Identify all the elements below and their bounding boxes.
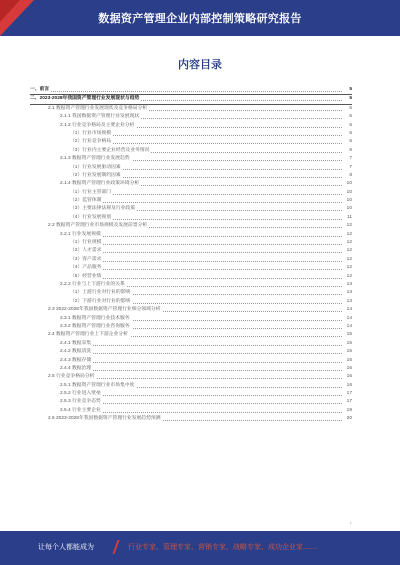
toc-entry-text: 2.5.2 行业进入壁垒 [60,390,103,398]
toc-entry[interactable] [30,122,352,130]
toc-entry[interactable] [30,147,352,155]
toc-leader-dots [64,362,342,363]
toc-entry[interactable] [30,180,352,188]
footer-divider [112,540,119,554]
toc-entry-text: （5）经营业绩 [70,273,103,281]
toc-entry[interactable] [30,357,352,365]
toc-leader-dots [74,244,342,245]
toc-entry[interactable] [30,365,352,373]
toc-entry-text: 2.1.2 行业竞争格局及主要企业分析 [60,122,136,130]
toc-entry-page: 12 [346,264,352,272]
toc-leader-dots [74,278,342,279]
toc-leader-dots [64,412,342,413]
toc-entry-text: （3）主要法律法规及行业政策 [70,205,137,213]
toc-entry-page: 5 [348,105,352,113]
toc-entry[interactable] [30,382,352,390]
toc-entry-text: 二、2023-2028年我国资产管理行业发展现状与趋势 [30,95,141,103]
toc-entry[interactable] [30,373,352,381]
toc-entry-page: 10 [346,180,352,188]
toc-entry[interactable] [30,189,352,197]
toc-entry-page: 5 [348,113,352,121]
toc-entry[interactable] [30,256,352,264]
toc-entry-text: 2.6 2023-2028年我国数据资产管理行业发展趋势预测 [48,415,163,423]
toc-entry-text: 2.4.1 数据采集 [60,340,93,348]
toc-entry-page: 12 [346,273,352,281]
toc-entry-page: 13 [346,298,352,306]
toc-entry-page: 14 [346,315,352,323]
toc-entry-page: 13 [346,289,352,297]
toc-entry[interactable] [30,415,352,423]
toc-entry-page: 8 [348,172,352,180]
table-of-contents [30,86,352,424]
toc-entry[interactable] [30,239,352,247]
toc-entry-text: 2.5 行业竞争格局分析 [48,373,96,381]
toc-leader-dots [74,219,342,220]
toc-leader-dots [64,236,342,237]
toc-entry-page: 6 [348,122,352,130]
toc-entry-text: 2.3 2022-2028年我国数据资产管理行业细分领域分析 [48,306,163,314]
toc-entry-text: （3）客户需求 [70,256,103,264]
toc-entry-text: （2）行业发展制约因素 [70,172,123,180]
toc-entry[interactable] [30,390,352,398]
toc-entry-text: （1）行业市场规模 [70,130,113,138]
toc-leader-dots [34,91,342,92]
footer-roles: 行业专家、管理专家、营销专家、战略专家、成功企业家…… [128,543,317,551]
toc-entry[interactable] [30,86,352,95]
toc-entry-text: （1）行业主管部门 [70,189,113,197]
toc-entry-page: 12 [346,222,352,230]
toc-entry[interactable] [30,315,352,323]
toc-entry[interactable] [30,95,352,104]
toc-entry[interactable] [30,331,352,339]
toc-entry-text: （4）产品服务 [70,264,103,272]
toc-entry-page: 7 [348,155,352,163]
toc-entry-page: 12 [346,247,352,255]
footer-slogan: 让每个人都能成为 [38,543,94,551]
toc-entry-page: 13 [346,281,352,289]
toc-entry[interactable] [30,130,352,138]
toc-entry[interactable] [30,247,352,255]
toc-entry[interactable] [30,340,352,348]
toc-entry-page: 10 [346,189,352,197]
toc-entry-page: 17 [346,390,352,398]
toc-entry-text: 2.2.2 行业与上下游行业的关系 [60,281,127,289]
toc-entry[interactable] [30,264,352,272]
toc-entry[interactable] [30,231,352,239]
toc-entry-page: 12 [346,239,352,247]
toc-entry-text: 2.5.1 数据资产管理行业市场集中度 [60,382,136,390]
report-title: 数据资产管理企业内部控制策略研究报告 [98,12,302,25]
toc-entry-text: 2.4.3 数据存储 [60,357,93,365]
toc-leader-dots [74,194,342,195]
toc-entry-page: 20 [346,415,352,423]
toc-entry-page: 10 [346,205,352,213]
toc-entry-page: 16 [346,365,352,373]
toc-entry-text: 2.1.4 数据资产管理行业政策环境分析 [60,180,141,188]
toc-entry-text: （1）上游行业对行业的影响 [70,289,132,297]
toc-leader-dots [64,395,342,396]
toc-leader-dots [74,252,342,253]
toc-leader-dots [74,202,342,203]
toc-entry[interactable] [30,407,352,415]
toc-entry-page: 11 [346,214,352,222]
toc-entry-page: 14 [346,323,352,331]
toc-entry-text: 2.5.4 行业主要企业 [60,407,103,415]
toc-entry-page: 19 [346,407,352,415]
toc-leader-dots [64,370,342,371]
toc-entry-text: 2.1.1 我国数据资产管理行业发展现状 [60,113,141,121]
toc-entry[interactable] [30,348,352,356]
toc-entry-page: 7 [348,164,352,172]
toc-leader-dots [64,403,342,404]
toc-entry[interactable] [30,289,352,297]
toc-entry[interactable] [30,323,352,331]
toc-entry-text: （2）下游行业对行业的影响 [70,298,132,306]
toc-entry-text: 2.2.1 行业发展规模 [60,231,103,239]
toc-entry[interactable] [30,398,352,406]
toc-entry-page: 15 [346,331,352,339]
toc-entry[interactable] [30,214,352,222]
toc-entry-page: 16 [346,357,352,365]
toc-entry[interactable] [30,164,352,172]
toc-entry-page: 16 [346,382,352,390]
report-header [0,0,400,36]
toc-entry-page: 5 [348,95,352,103]
toc-entry-text: （2）监管体制 [70,197,103,205]
toc-entry[interactable] [30,205,352,213]
toc-entry-page: 6 [348,147,352,155]
toc-entry-page: 6 [348,130,352,138]
toc-entry-text: 2.4.4 数据治理 [60,365,93,373]
toc-entry-page: 10 [346,197,352,205]
toc-entry[interactable] [30,222,352,230]
toc-entry[interactable] [30,113,352,121]
toc-entry[interactable] [30,306,352,314]
toc-entry-text: 2.4 数据资产管理行业上下游企业分析 [48,331,130,339]
toc-entry-text: （2）人才需求 [70,247,103,255]
toc-entry-page: 6 [348,138,352,146]
toc-heading: 内容目录 [178,58,222,71]
footer-banner [0,531,400,565]
toc-entry[interactable] [30,105,352,113]
toc-entry-text: （4）行业发展规划 [70,214,113,222]
toc-entry-text: （3）行业内主要企业经营及业务情况 [70,147,151,155]
toc-entry[interactable] [30,155,352,163]
toc-leader-dots [64,345,342,346]
toc-entry-text: 2.3.1 数据资产管理行业技术服务 [60,315,132,323]
toc-entry[interactable] [30,281,352,289]
toc-entry-page: 12 [346,256,352,264]
toc-entry[interactable] [30,138,352,146]
toc-entry-page: 15 [346,340,352,348]
toc-entry-text: 一、前言 [30,86,51,94]
toc-leader-dots [74,135,342,136]
toc-entry-text: 2.1 数据资产管理行业发展现状及竞争格局分析 [48,105,149,113]
toc-entry-text: 2.1.3 数据资产管理行业发展趋势 [60,155,132,163]
toc-entry-text: 2.2 数据资产管理行业市场规模及发展前景分析 [48,222,149,230]
toc-entry-page: 17 [346,398,352,406]
toc-entry[interactable] [30,273,352,281]
toc-entry-text: （2）行业竞争格局 [70,138,113,146]
toc-entry-page: 16 [346,373,352,381]
page-number: 1 [349,520,352,525]
toc-entry-page: 15 [346,348,352,356]
toc-entry[interactable] [30,298,352,306]
toc-leader-dots [74,261,342,262]
toc-leader-dots [74,269,342,270]
toc-entry-text: （1）行业发展驱动因素 [70,164,123,172]
toc-entry-page: 12 [346,231,352,239]
toc-leader-dots [74,143,342,144]
toc-entry-text: 2.5.3 行业竞争态势 [60,398,103,406]
toc-entry[interactable] [30,172,352,180]
toc-entry-text: 2.3.2 数据资产管理行业咨询服务 [60,323,132,331]
toc-entry-page: 14 [346,306,352,314]
toc-entry[interactable] [30,197,352,205]
toc-leader-dots [64,353,342,354]
toc-entry-page: 5 [348,86,352,94]
toc-entry-text: （1）行业规模 [70,239,103,247]
toc-entry-text: 2.4.2 数据清洗 [60,348,93,356]
